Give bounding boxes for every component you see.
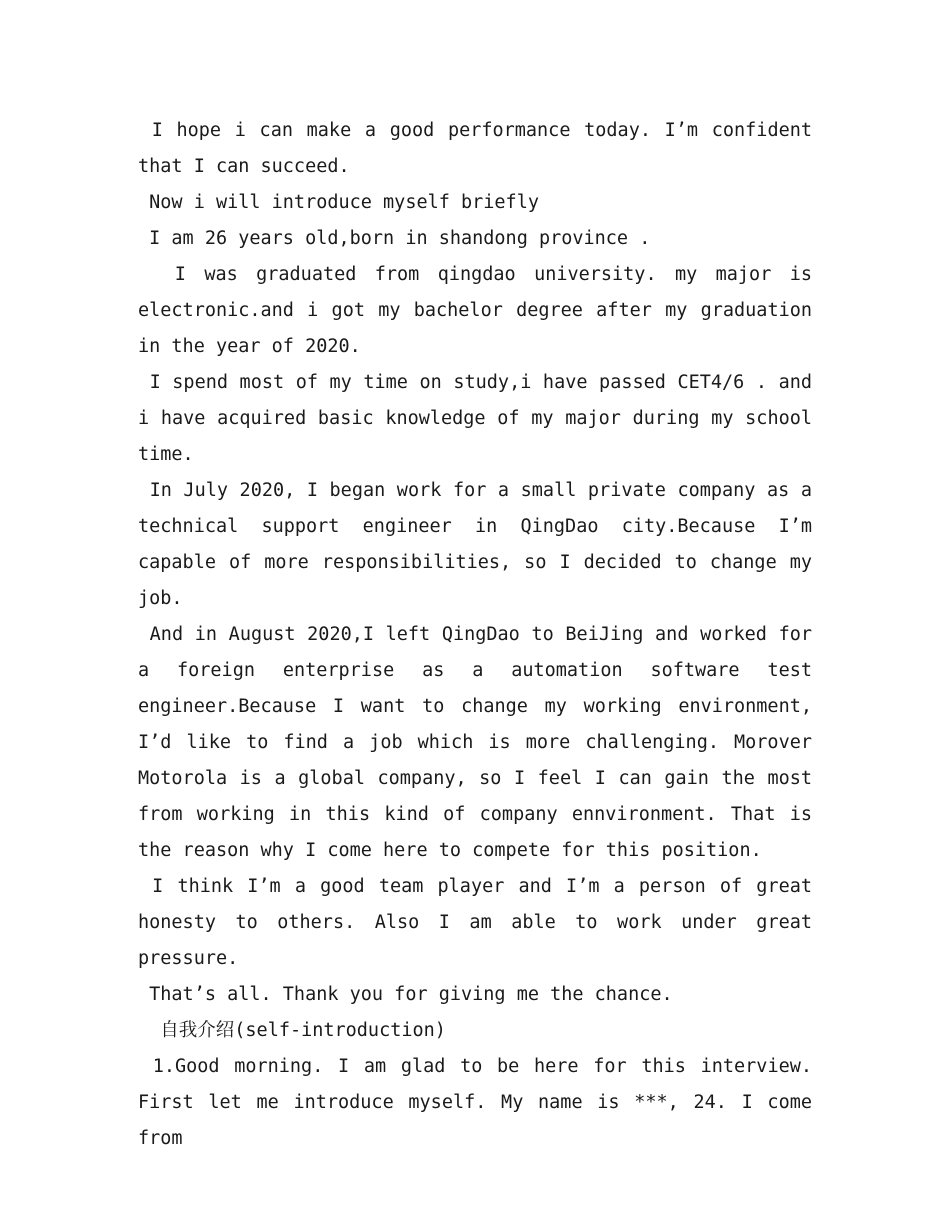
paragraph-7: And in August 2020,I left QingDao to BeiJing and worked for a foreign enterprise as a automation software test engineer.Because I want to change my working environment, I’d like to find a job which is more challenging. Morover Motorola is a global company, so I feel I can gain the most from working in this kind of company ennvironment. That is the reason why I come here to compete for this position.	[138, 624, 824, 861]
document-page	[138, 113, 824, 1157]
paragraph-2: Now i will introduce myself briefly	[138, 192, 539, 213]
paragraph-9: That’s all. Thank you for giving me the chance.	[138, 984, 673, 1005]
paragraph-10: 1.Good morning. I am glad to be here for this interview. First let me introduce myself. My name is ***, 24. I come from	[138, 1056, 824, 1149]
paragraph-6: In July 2020, I began work for a small private company as a technical support engineer in QingDao city.Because I’m capable of more responsibilities, so I decided to change my job.	[138, 480, 824, 609]
paragraph-4: I was graduated from qingdao university. my major is electronic.and i got my bachelor degree after my graduation in the year of 2020.	[138, 264, 824, 357]
paragraph-1: I hope i can make a good performance today. I’m confident that I can succeed.	[138, 120, 824, 177]
paragraph-8: I think I’m a good team player and I’m a person of great honesty to others. Also I am able to work under great pressure.	[138, 876, 824, 969]
paragraph-5: I spend most of my time on study,i have passed CET4/6 . and i have acquired basic knowledge of my major during my school time.	[138, 372, 824, 465]
paragraph-3: I am 26 years old,born in shandong province .	[138, 228, 651, 249]
section-heading: 自我介绍(self-introduction)	[138, 1020, 446, 1041]
